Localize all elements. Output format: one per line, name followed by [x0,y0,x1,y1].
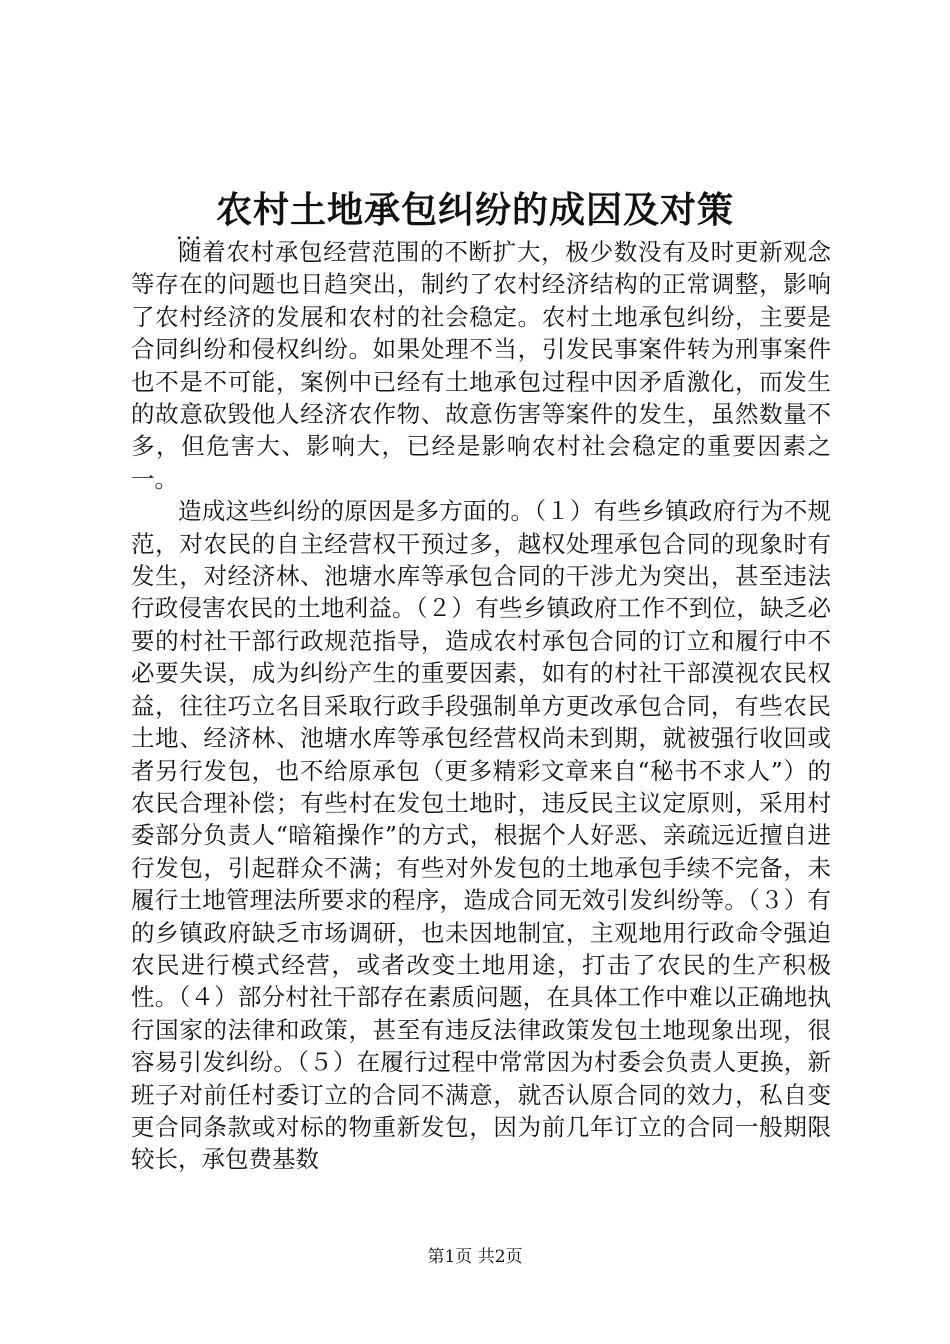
document-title: 农村土地承包纠纷的成因及对策 [215,189,734,231]
paragraph-1: 随着农村承包经营范围的不断扩大，极少数没有及时更新观念等存在的问题也日趋突出，制约了农村经济结构的正常调整，影响了农村经济的发展和农村的社会稳定。农村土地承包纠纷，主要是合同纠纷和侵权纠纷。如果处理不当，引发民事案件转为刑事案件也不是不可能，案例中已经有土地承包过程中因矛盾激化，而发生的故意砍毁他人经济农作物、故意伤害等案件的发生，虽然数量不多，但危害大、影响大，已经是影响农村社会稳定的重要因素之一。 [131,238,831,493]
paragraph-2: 造成这些纠纷的原因是多方面的。（１）有些乡镇政府行为不规范，对农民的自主经营权干预过多，越权处理承包合同的现象时有发生，对经济林、池塘水库等承包合同的干涉尤为突出，甚至违法行政侵害农民的土地利益。（２）有些乡镇政府工作不到位，缺乏必要的村社干部行政规范指导，造成农村承包合同的订立和履行中不必要失误，成为纠纷产生的重要因素，如有的村社干部漠视农民权益，往往巧立名目采取行政手段强制单方更改承包合同，有些农民土地、经济林、池塘水库等承包经营权尚未到期，就被强行收回或者另行发包，也不给原承包（更多精彩文章来自“秘书不求人”）的农民合理补偿；有些村在发包土地时，违反民主议定原则，采用村委部分负责人“暗箱操作”的方式，根据个人好恶、亲疏远近擅自进行发包，引起群众不满；有些对外发包的土地承包手续不完备，未履行土地管理法所要求的程序，造成合同无效引发纠纷等。（３）有的乡镇政府缺乏市场调研，也未因地制宜，主观地用行政命令强迫农民进行模式经营，或者改变土地用途，打击了农民的生产积极性。（４）部分村社干部存在素质问题，在具体工作中难以正确地执行国家的法律和政策，甚至有违反法律政策发包土地现象出现，很容易引发纠纷。（５）在履行过程中常常因为村委会负责人更换，新班子对前任村委订立的合同不满意，就否认原合同的效力，私自变更合同条款或对标的物重新发包，因为前几年订立的合同一般期限较长，承包费基数 [131,497,831,1174]
document-body [131,236,831,1176]
page-number-footer: 第1页 共2页 [427,1247,523,1267]
ellipsis-marker: ... [176,220,203,245]
